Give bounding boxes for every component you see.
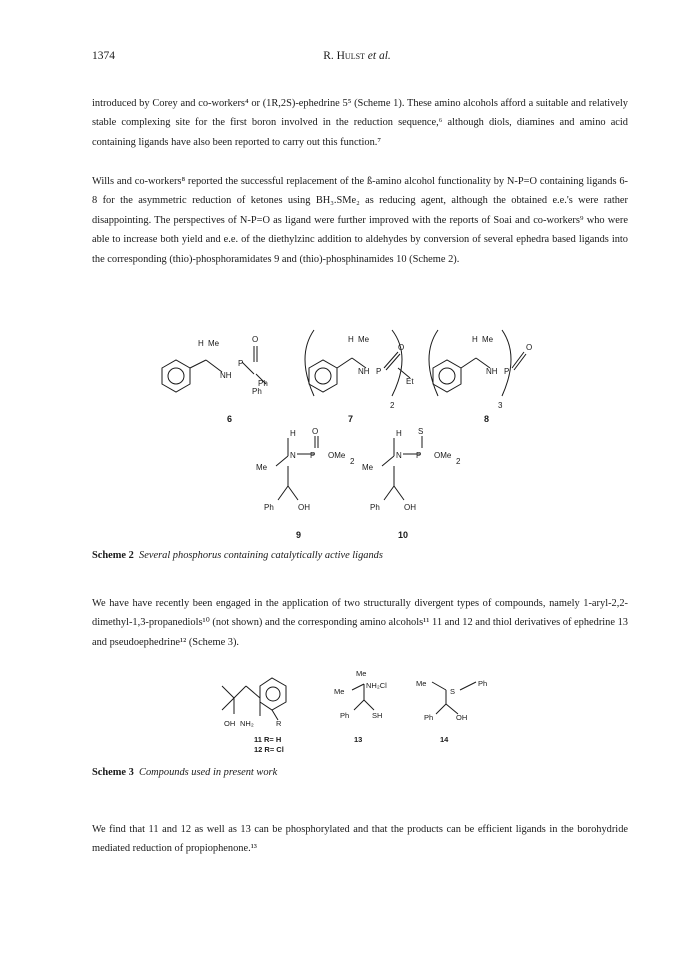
atom-o-7: O: [398, 343, 405, 352]
compound-label-9: 9: [296, 530, 302, 540]
scheme3-caption-text: Compounds used in present work: [139, 767, 278, 778]
atom-me-14: Me: [416, 679, 427, 688]
atom-ome-10: OMe: [434, 451, 452, 460]
scheme2-caption-text: Several phosphorus containing catalytically active ligands: [139, 550, 383, 561]
atom-nh2cl-13: NH₂Cl: [366, 681, 387, 690]
atom-me-6: Me: [208, 339, 220, 348]
page-number: 1374: [92, 50, 115, 62]
atom-et-7: Et: [406, 377, 414, 386]
scheme3-figure: [92, 664, 628, 766]
sub-3-8: 3: [498, 401, 503, 410]
sub-2-7: 2: [390, 401, 395, 410]
atom-s-10: S: [418, 427, 424, 436]
atom-oh-9: OH: [298, 503, 310, 512]
atom-me-7: Me: [358, 335, 370, 344]
atom-r-11: R: [276, 719, 282, 728]
atom-p-8: P: [504, 367, 510, 376]
atom-p-10: P: [416, 451, 422, 460]
atom-o-9: O: [312, 427, 319, 436]
sub-2-10: 2: [456, 457, 461, 466]
atom-nh2-11: NH₂: [240, 719, 254, 728]
sub-2-9: 2: [350, 457, 355, 466]
atom-ph-14a: Ph: [478, 679, 488, 688]
atom-me-10: Me: [362, 463, 374, 472]
benzene-ring-6: [162, 360, 190, 392]
paragraph-1: introduced by Corey and co-workers⁴ or (1R,2S)-ephedrine 5⁵ (Scheme 1). These amino alcohols afford a suitable and relatively stable complexing site for the first boron involved in the reduction sequence,⁶ although diols, diamines and amino acid containing ligands have also been reported to carry out this function.⁷: [92, 98, 628, 148]
compound-label-13: 13: [354, 735, 363, 744]
header-etal: et al.: [367, 50, 391, 62]
atom-h-10: H: [396, 429, 402, 438]
atom-ph-14b: Ph: [424, 713, 434, 722]
atom-oh-14: OH: [456, 713, 468, 722]
atom-oh-10: OH: [404, 503, 416, 512]
atom-h-9: H: [290, 429, 296, 438]
atom-o-8: O: [526, 343, 533, 352]
atom-p-9: P: [310, 451, 316, 460]
atom-n-10: N: [396, 451, 402, 460]
atom-n-9: N: [290, 451, 296, 460]
atom-me-13: Me: [334, 687, 345, 696]
benzene-ring-8: [433, 360, 461, 392]
atom-ph-10: Ph: [370, 503, 380, 512]
running-header: [92, 50, 622, 66]
scheme2-caption-label: Scheme 2: [92, 550, 134, 561]
atom-sh-13: SH: [372, 711, 383, 720]
scheme3-caption-label: Scheme 3: [92, 767, 134, 778]
atom-me-13-top: Me: [356, 669, 367, 678]
atom-ome-9: OMe: [328, 451, 346, 460]
scheme3-caption: [92, 767, 277, 778]
scheme2-caption: [92, 550, 383, 561]
atom-me-9: Me: [256, 463, 268, 472]
atom-s-14: S: [450, 687, 456, 696]
atom-nh-6: NH: [220, 371, 232, 380]
atom-h-6: H: [198, 339, 204, 348]
running-title: [92, 50, 622, 62]
atom-o-6: O: [252, 335, 259, 344]
atom-p-7: P: [376, 367, 382, 376]
atom-oh-11: OH: [224, 719, 236, 728]
atom-ph-13: Ph: [340, 711, 350, 720]
atom-p-6: P: [238, 359, 244, 368]
benzene-ring-11: [260, 678, 286, 710]
compound-label-11: 11 R= H: [254, 735, 282, 744]
header-author: R. Hulst: [323, 50, 365, 62]
atom-ph-6a: Ph: [258, 379, 268, 388]
paragraph-3: We have have recently been engaged in the application of two structurally divergent types of compounds, namely 1-aryl-2,2-dimethyl-1,3-propanediols¹⁰ (not shown) and the corresponding amino alcohols¹¹ 11 and 12 and thiol derivatives of ephedrine 13 and pseudoephedrine¹² (Scheme 3).: [92, 598, 628, 648]
bracket-7-right: [392, 330, 405, 396]
atom-h-7: H: [348, 335, 354, 344]
atom-ph-9: Ph: [264, 503, 274, 512]
compound-label-8: 8: [484, 414, 490, 424]
atom-h-8: H: [472, 335, 478, 344]
compound-label-10: 10: [398, 530, 409, 540]
paragraph-4: We find that 11 and 12 as well as 13 can be phosphorylated and that the products can be efficient ligands in the borohydride mediated reduction of propiophenone.¹³: [92, 824, 628, 855]
paragraph-2: Wills and co-workers⁸ reported the successful replacement of the ß-amino alcohol functionality by N-P=O containing ligands 6-8 for the asymmetric reduction of ketones using BH₃.SMe₂ as reducing agent, although the obtained e.e.'s were rather disappointing. The perspectives of N-P=O as ligand were further improved with the reports of Soai and co-workers⁹ who were able to increase both yield and e.e. of the diethylzinc addition to aldehydes by conversion of several ephedra based ligands into the corresponding (thio)-phosphoramidates 9 and (thio)-phosphinamides 10 (Scheme 2).: [92, 176, 628, 265]
atom-ph-6b: Ph: [252, 387, 262, 396]
atom-me-8: Me: [482, 335, 494, 344]
atom-nh-7: NH: [358, 367, 370, 376]
benzene-ring-7: [309, 360, 337, 392]
atom-nh-8: NH: [486, 367, 498, 376]
compound-label-12: 12 R= Cl: [254, 745, 284, 754]
compound-label-14: 14: [440, 735, 449, 744]
scheme2-figure: [92, 316, 628, 548]
compound-label-7: 7: [348, 414, 354, 424]
bracket-8-right: [502, 330, 511, 396]
compound-label-6: 6: [227, 414, 233, 424]
